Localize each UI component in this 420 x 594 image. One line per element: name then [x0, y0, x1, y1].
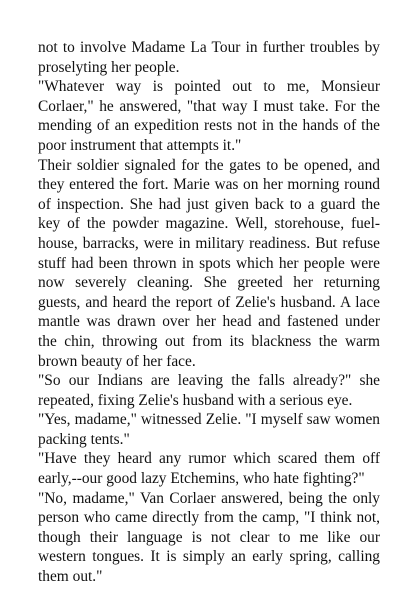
book-page [38, 38, 380, 587]
paragraph-indians-leaving: "So our Indians are leaving the falls already?" she repeated, fixing Zelie's husband with a serious eye. [38, 372, 380, 409]
paragraph-zelie-reply: "Yes, madame," witnessed Zelie. "I myself saw women packing tents." [38, 411, 380, 448]
paragraph-dialogue-expedition: "Whatever way is pointed out to me, Monsieur Corlaer," he answered, "that way I must take. For the mending of an expedition rests not in the hands of the poor instrument that attempts it." [38, 78, 380, 154]
paragraph-fort-inspection: Their soldier signaled for the gates to be opened, and they entered the fort. Marie was on her morning round of inspection. She had just given back to a guard the key of the powder magazine. Well, storehouse, fuel-house, barracks, were in military readiness. But refuse stuff had been thrown in spots which her people were now severely cleaning. She greeted her returning guests, and heard the report of Zelie's husband. A lace mantle was drawn over her head and fastened under the chin, throwing out from its blackness the warm brown beauty of her face. [38, 156, 380, 370]
paragraph-van-corlaer-answer: "No, madame," Van Corlaer answered, being the only person who came directly from the camp, "I think not, though their language is not clear to me like our western tongues. It is simply an early spring, calling them out." [38, 489, 380, 586]
paragraph-continuation: not to involve Madame La Tour in further troubles by proselyting her people. [38, 39, 380, 76]
paragraph-rumor-question: "Have they heard any rumor which scared them off early,--our good lazy Etchemins, who hate fighting?" [38, 450, 380, 488]
